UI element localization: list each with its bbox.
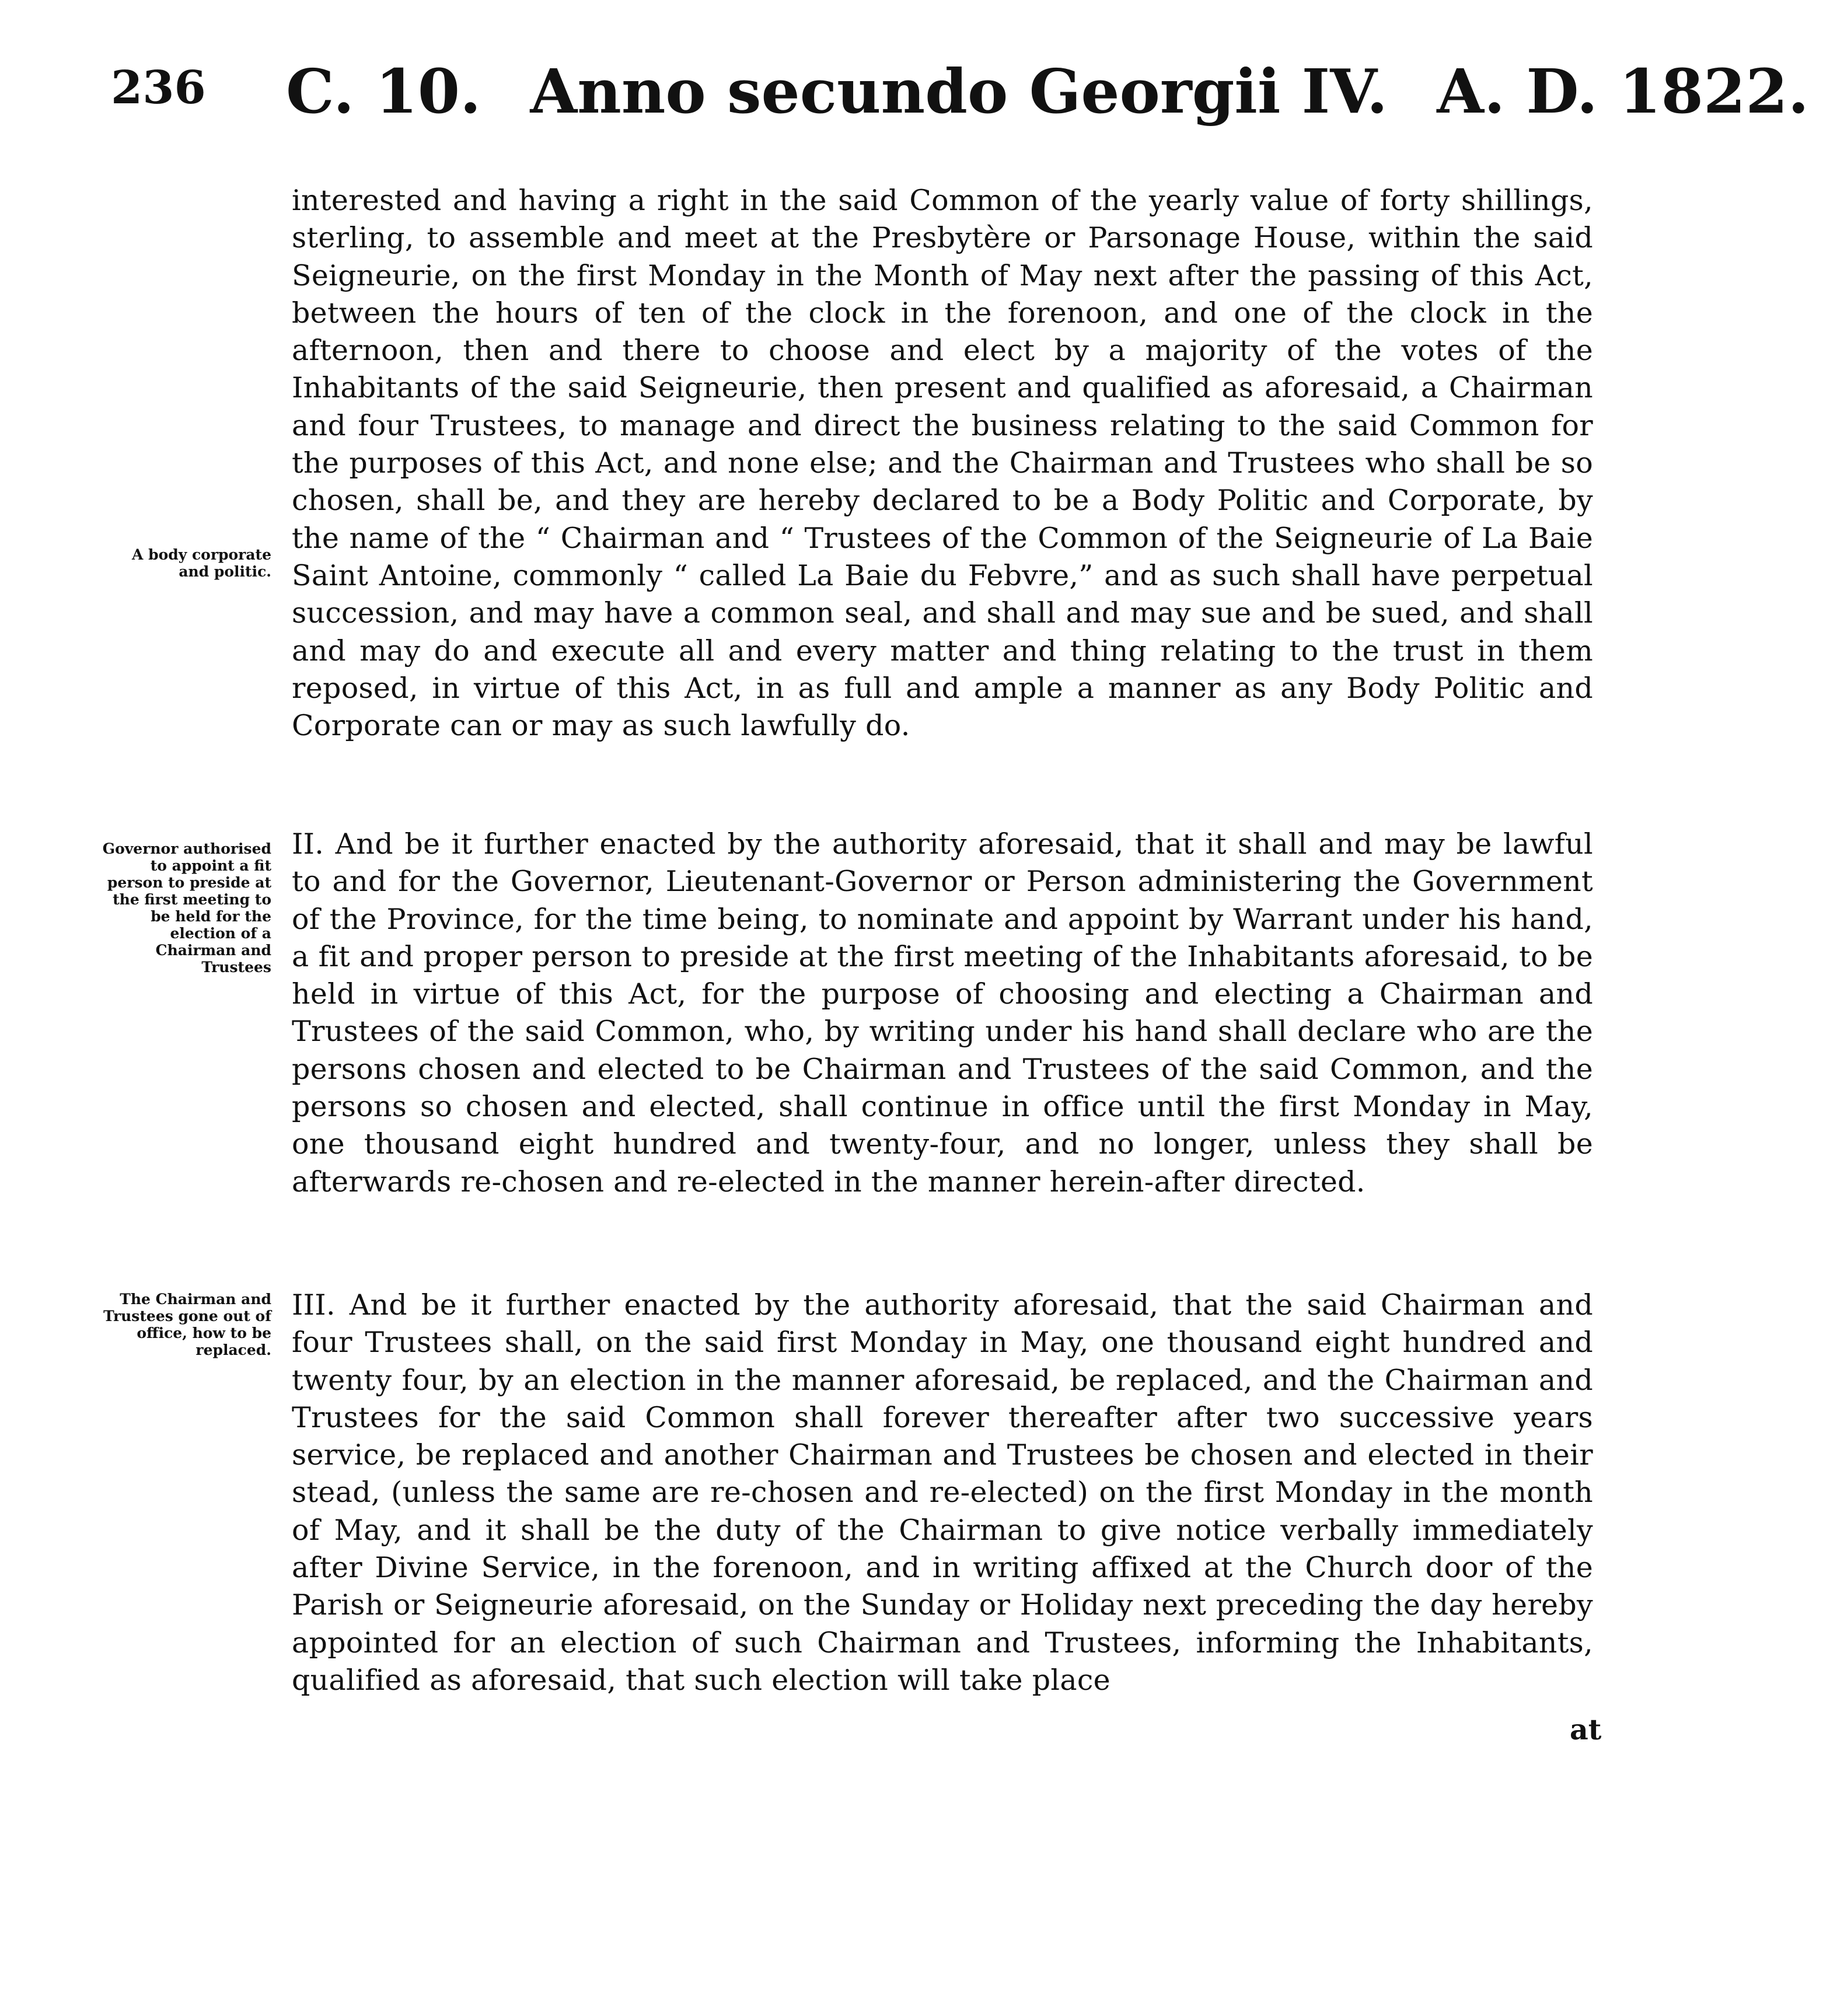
running-header (111, 55, 1809, 143)
catchword: at (1570, 1713, 1602, 1746)
calendar-year: A. D. 1822. (1437, 55, 1809, 127)
margin-note-replacement: The Chairman and Trustees gone out of office, how to be replaced. (103, 1291, 271, 1358)
margin-note-governor: Governor authorised to appoint a fit person to preside at the first meeting to be held for the election of a Chairman and Trustees (102, 840, 271, 976)
running-title (286, 55, 1837, 127)
section-paragraph: interested and having a right in the said Common of the yearly value of forty shillings, sterling, to assemble and meet at the Presbytère or Parsonage House, within the said Seigneurie, on the first Monday in the Month of May next after the passing of this Act, between the hours of ten of the clock in the forenoon, and one of the clock in the afternoon, then and there to choose and elect by a majority of the votes of the Inhabitants of the said Seigneurie, then present and qualified as aforesaid, a Chairman and four Trustees, to manage and direct the business relating to the said Common for the purposes of this Act, and none else; and the Chairman and Trustees who shall be so chosen, shall be, and they are hereby declared to be a Body Politic and Corporate, by the name of the “ Chairman and “ Trustees of the Common of the Seigneurie of La Baie Saint Antoine, commonly “ called La Baie du Febvre,” and as such shall have perpetual succession, and may have a common seal, and shall and may sue and be sued, and shall and may do and execute all and every matter and thing relating to the trust in them reposed, in virtue of this Act, in as full and ample a manner as any Body Politic and Corporate can or may as such lawfully do. (292, 184, 1593, 743)
margin-note-body-corporate: A body corporate and politic. (131, 546, 271, 580)
page-number: 236 (111, 61, 206, 114)
regnal-year: Anno secundo Georgii IV. (530, 55, 1388, 127)
section-paragraph: II. And be it further enacted by the authority aforesaid, that it shall and may be lawful to and for the Governor, Lieutenant-Governor or Person administering the Government of the Province, for the time being, to nominate and appoint by Warrant under his hand, a fit and proper person to preside at the first meeting of the Inhabitants aforesaid, to be held in virtue of this Act, for the purpose of choosing and electing a Chairman and Trustees of the said Common, who, by writing under his hand shall declare who are the persons chosen and elected to be Chairman and Trustees of the said Common, and the persons so chosen and elected, shall continue in office until the first Monday in May, one thousand eight hundred and twenty-four, and no longer, unless they shall be afterwards re-chosen and re-elected in the manner herein-after directed. (292, 827, 1593, 1199)
section-paragraph: III. And be it further enacted by the authority aforesaid, that the said Chairman and four Trustees shall, on the said first Monday in May, one thousand eight hundred and twenty four, by an election in the manner aforesaid, be replaced, and the Chairman and Trustees for the said Common shall forever thereafter after two successive years service, be replaced and another Chairman and Trustees be chosen and elected in their stead, (unless the same are re-chosen and re-elected) on the first Monday in the month of May, and it shall be the duty of the Chairman to give notice verbally immediately after Divine Service, in the forenoon, and in writing affixed at the Church door of the Parish or Seigneurie aforesaid, on the Sunday or Holiday next preceding the day hereby appointed for an election of such Chairman and Trustees, informing the Inhabitants, qualified as aforesaid, that such election will take place (292, 1288, 1593, 1697)
chapter-number: C. 10. (286, 55, 481, 127)
